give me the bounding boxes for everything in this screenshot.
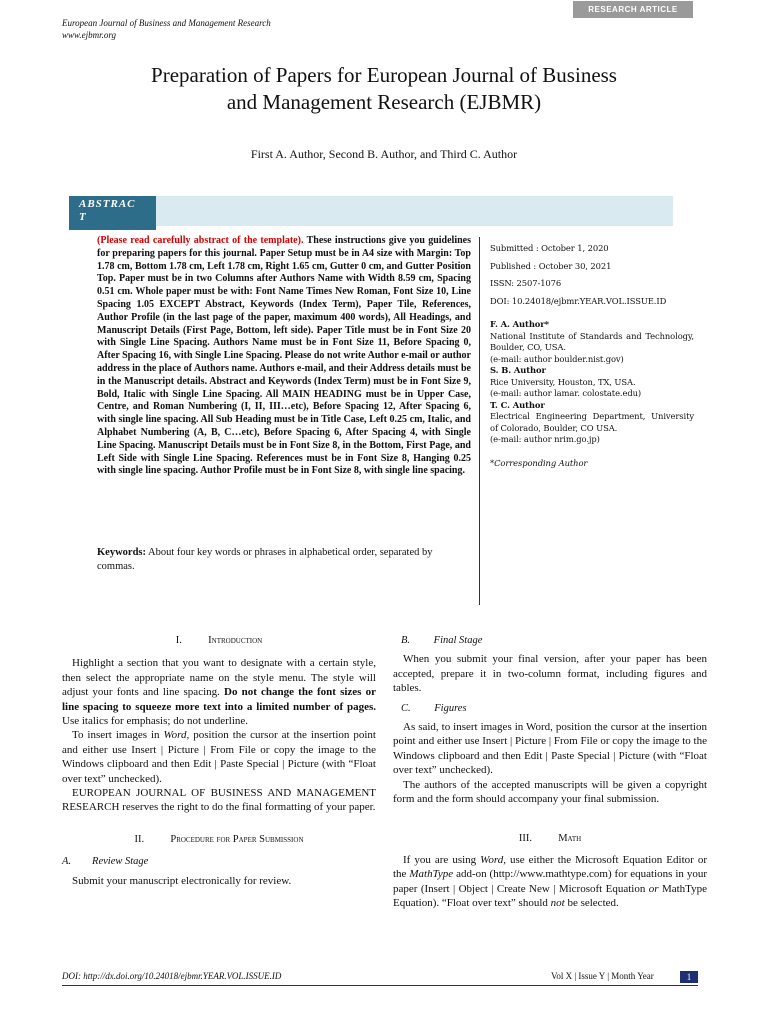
author-1-affiliation: National Institute of Standards and Technology, Boulder, CO, USA.: [490, 330, 694, 352]
abstract-banner: [69, 196, 673, 226]
author-1-email: (e-mail: author boulder.nist.gov): [490, 353, 624, 364]
left-column: [62, 634, 376, 888]
heading-math: III. Math: [518, 833, 582, 845]
author-1-name: F. A. Author*: [490, 319, 549, 329]
right-column: [393, 634, 707, 911]
final-stage-paragraph: When you submit your final version, after your paper has been accepted, prepare it in two-column format, including figures and tables.: [393, 653, 707, 695]
footer-volume-issue: Vol X | Issue Y | Month Year: [551, 971, 654, 981]
doi: DOI: 10.24018/ejbmr.YEAR.VOL.ISSUE.ID: [490, 295, 667, 306]
keywords-text: About four key words or phrases in alphabetical order, separated by commas.: [97, 547, 433, 572]
author-list: First A. Author, Second B. Author, and Third C. Author: [250, 147, 518, 161]
review-paragraph: Submit your manuscript electronically for review.: [72, 874, 292, 887]
article-type-badge: RESEARCH ARTICLE: [573, 1, 693, 18]
journal-url[interactable]: www.ejbmr.org: [62, 30, 117, 40]
abstract-label: ABSTRAC T: [69, 196, 156, 230]
math-paragraph: If you are using Word, use either the Microsoft Equation Editor or the MathType add-on (http://www.mathtype.com) for equations in your paper (Insert | Object | Create New | Microsoft Equation or MathType Equation). “Float over text” should not be selected.: [393, 853, 707, 910]
title-line-2: and Management Research (EJBMR): [226, 90, 542, 114]
author-2-affiliation: Rice University, Houston, TX, USA.: [490, 376, 636, 387]
abstract-body: These instructions give you guidelines for preparing papers for this journal. Paper Setup must be in A4 size with Margin: Top 1.78 cm, Bottom 1.78 cm, Left 1.78 cm, Right 1.65 cm, Gutter 0 cm, and Gutter Position Top. Paper must be in two Columns after Authors Name with Width 8.59 cm, Spacing 0.51 cm. Whole paper must be with: Font Name Times New Roman, Font Size 10, Line Spacing 1.05 EXCEPT Abstract, Keywords (Index Term), Paper Tile, References, Author Profile (in the last page of the paper, maximum 400 words), All Headings, and Manuscript Details (First Page, Bottom, left side). Paper Title must be in Font Size 20 with Single Line Spacing. Authors Name must be in Font Size 11, Before Spacing 0, After Spacing 16, with Single Line Spacing. Please do not write Author e-mail or author address in the place of Authors name. Authors e-mail, and their Address details must be in the Manuscript details. Abstract and Keywords (Index Term) must be in Font Size 9, Bold, Italic with Single Line Spacing. All MAIN HEADING must be in Upper Case, Centre, and Roman Numbering (I, II, III…etc), Before Spacing 12, After Spacing 6, with single line spacing. All Sub Heading must be in Title Case, Left 0.25 cm, Italic, and Alphabet Numbering (A, B, C…etc), Before Spacing 6, After Spacing 4, with Single Line Spacing. Manuscript Details must be in Font Size 8, in the Bottom, First Page, and Left Side with Single Line Spacing. References must be in Font Size 8, Hanging 0.25 with single line spacing. Author Profile must be in Font Size 8, with single line spacing.: [97, 235, 472, 477]
author-3-affiliation: Electrical Engineering Department, University of Colorado, Boulder, CO USA.: [490, 411, 694, 433]
intro-paragraph-2: To insert images in Word, position the cursor at the insertion point and either use Insert | Picture | From File or copy the image to the Windows clipboard and then Edit | Paste Special | Picture (with “Float over text” unchecked).: [62, 729, 376, 785]
abstract-text: [97, 235, 471, 478]
manuscript-details: [490, 243, 694, 469]
author-3-name: T. C. Author: [490, 399, 545, 410]
author-3-email: (e-mail: author nrim.go.jp): [490, 434, 600, 444]
published-date: Published : October 30, 2021: [490, 260, 612, 271]
footer-doi[interactable]: DOI: http://dx.doi.org/10.24018/ejbmr.YEAR.VOL.ISSUE.ID: [62, 971, 282, 981]
subheading-figures: C. Figures: [401, 702, 467, 714]
abstract-warning: (Please read carefully abstract of the template).: [97, 235, 304, 246]
intro-paragraph-3: EUROPEAN JOURNAL OF BUSINESS AND MANAGEMENT RESEARCH reserves the right to do the final formatting of your paper.: [62, 787, 376, 814]
subheading-review-stage: A. Review Stage: [62, 856, 149, 868]
submitted-date: Submitted : October 1, 2020: [490, 243, 609, 253]
abstract-divider: [479, 237, 480, 605]
heading-introduction: I. Introduction: [175, 635, 263, 646]
author-2-email: (e-mail: author lamar. colostate.edu): [490, 388, 642, 398]
intro-paragraph-1: Highlight a section that you want to designate with a certain style, then select the appropriate name on the style menu. The style will adjust your fonts and line spacing. Do not change the font sizes or line spacing to squeeze more text into a limited number of pages. Use italics for emphasis; do not underline.: [62, 657, 376, 728]
page-number: 1: [680, 971, 698, 983]
journal-name: European Journal of Business and Management Research: [62, 18, 271, 28]
title-line-1: Preparation of Papers for European Journal of Business: [151, 63, 617, 87]
journal-header: [62, 17, 271, 41]
author-2-name: S. B. Author: [490, 365, 546, 375]
issn: ISSN: 2507-1076: [490, 278, 562, 288]
footer-rule: [62, 985, 698, 986]
subheading-final-stage: B. Final Stage: [401, 635, 483, 646]
corresponding-note: *Corresponding Author: [490, 457, 588, 468]
figures-paragraph-1: As said, to insert images in Word, position the cursor at the insertion point and either use Insert | Picture | From File or copy the image to the Windows clipboard and then Edit | Paste Special | Picture (with “Float over text” unchecked).: [393, 721, 707, 777]
paper-title: [60, 62, 708, 116]
heading-procedure: II. Procedure for Paper Submission: [134, 833, 304, 845]
figures-paragraph-2: The authors of the accepted manuscripts will be given a copyright form and the form should accompany your final submission.: [393, 778, 707, 806]
keywords-label: Keywords:: [97, 547, 146, 558]
keywords: [97, 546, 471, 574]
